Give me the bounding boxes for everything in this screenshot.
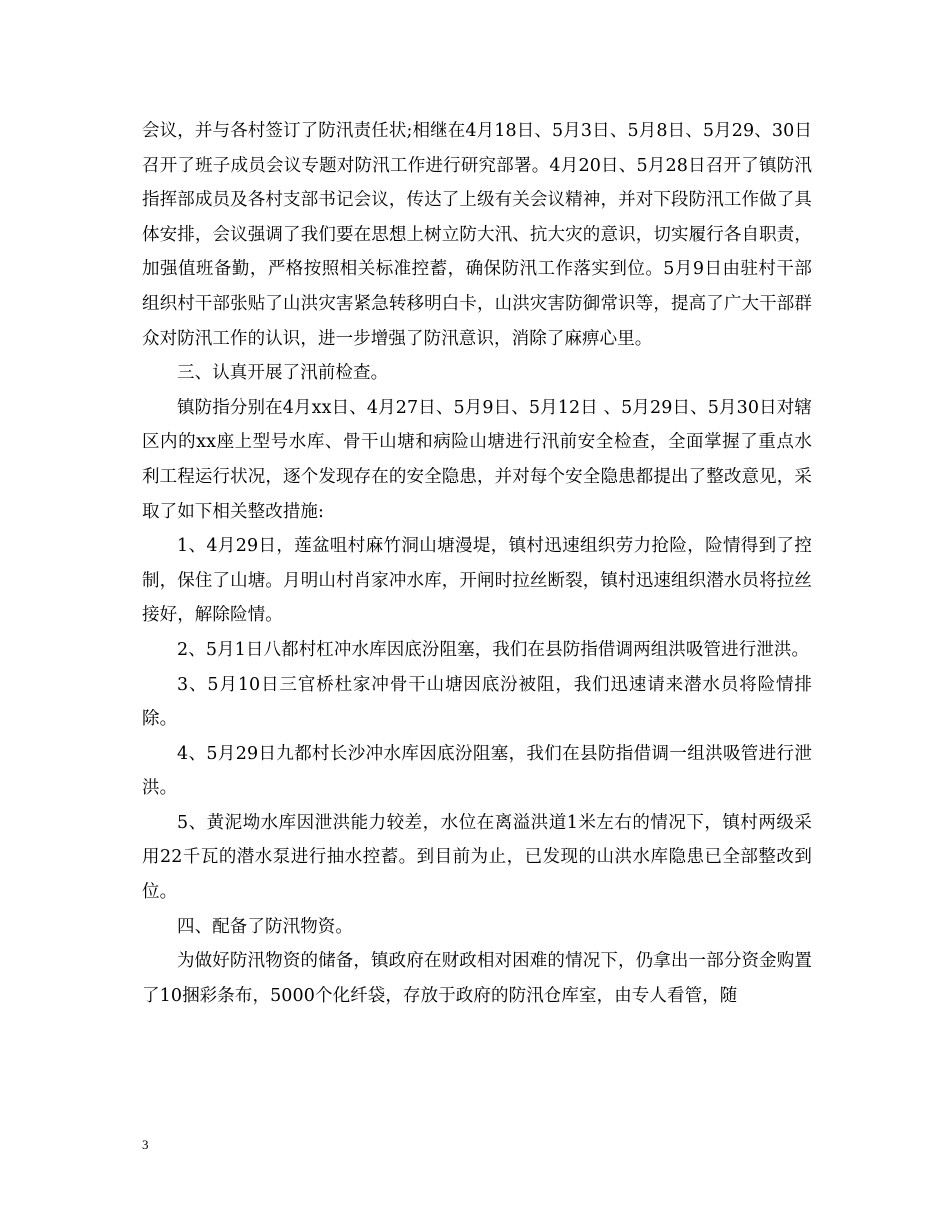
body-paragraph: 为做好防汛物资的储备，镇政府在财政相对困难的情况下，仍拿出一部分资金购置了10捆彩条布，5000个化纤袋，存放于政府的防汛仓库室，由专人看管，随 <box>142 951 812 1006</box>
list-item: 1、4月29日，莲盆咀村麻竹洞山塘漫堤，镇村迅速组织劳力抢险，险情得到了控制，保住了山塘。月明山村肖家冲水库，开闸时拉丝断裂，镇村迅速组织潜水员将拉丝接好，解除险情。 <box>142 536 812 626</box>
list-item: 2、5月1日八都村杠冲水库因底汾阻塞，我们在县防指借调两组洪吸管进行泄洪。 <box>177 639 810 660</box>
page-number: 3 <box>142 1137 149 1152</box>
body-paragraph: 镇防指分别在4月xx日、4月27日、5月9日、5月12日 、5月29日、5月30日对辖区内的xx座上型号水库、骨干山塘和病险山塘进行汛前安全检查，全面掌握了重点水利工程运行状况，逐个发现存在的安全隐患，并对每个安全隐患都提出了整改意见，采取了如下相关整改措施: <box>142 397 812 522</box>
list-item: 4、5月29日九都村长沙冲水库因底汾阻塞，我们在县防指借调一组洪吸管进行泄洪。 <box>142 743 812 799</box>
list-item: 3、5月10日三官桥杜家冲骨干山塘因底汾被阻，我们迅速请来潜水员将险情排除。 <box>142 674 812 730</box>
section-heading: 三、认真开展了汛前检查。 <box>177 363 389 384</box>
document-body <box>142 114 812 1013</box>
list-item: 5、黄泥坳水库因泄洪能力较差，水位在离溢洪道1米左右的情况下，镇村两级采用22千瓦的潜水泵进行抽水控蓄。到目前为止，已发现的山洪水库隐患已全部整改到位。 <box>142 812 812 903</box>
body-paragraph: 会议，并与各村签订了防汛责任状;相继在4月18日、5月3日、5月8日、5月29、30日召开了班子成员会议专题对防汛工作进行研究部署。4月20日、5月28日召开了镇防汛指挥部成员及各村支部书记会议，传达了上级有关会议精神，并对下段防汛工作做了具体安排，会议强调了我们要在思想上树立防大汛、抗大灾的意识，切实履行各自职责，加强值班备勤，严格按照相关标准控蓄，确保防汛工作落实到位。5月9日由驻村干部组织村干部张贴了山洪灾害紧急转移明白卡，山洪灾害防御常识等，提高了广大干部群众对防汛工作的认识，进一步增强了防汛意识，消除了麻痹心里。 <box>142 121 812 349</box>
section-heading: 四、配备了防汛物资。 <box>177 916 353 937</box>
